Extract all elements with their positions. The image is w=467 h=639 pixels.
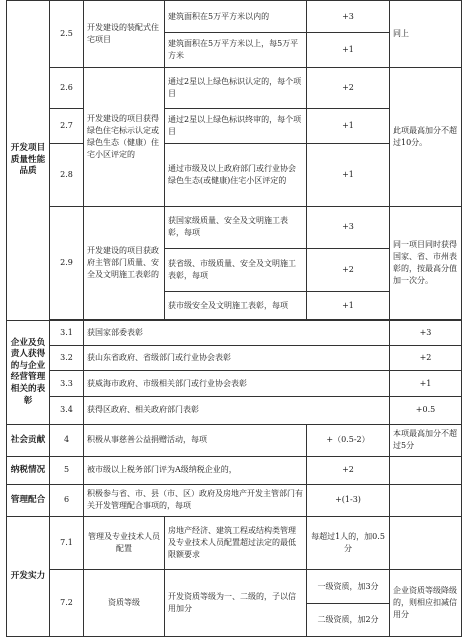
sub-item: 建筑面积在5万平方米以内的 [165, 1, 307, 33]
item-name: 获国家部委表彰 [84, 321, 390, 346]
score: +2 [307, 68, 390, 109]
item-name: 获得区政府、相关政府部门表彰 [84, 397, 390, 425]
row-number: 3.4 [50, 397, 84, 425]
item-name: 获威海市政府、市级相关部门或行业协会表彰 [84, 371, 390, 397]
score: +（0.5-2） [307, 424, 390, 456]
note: 同上 [390, 1, 462, 68]
score: +3 [307, 206, 390, 249]
note-empty [390, 484, 462, 516]
note-empty [390, 457, 462, 485]
score: +1 [307, 292, 390, 320]
score: 二级资质，加2分 [307, 603, 390, 636]
sub-item: 获省级、市级质量、安全及文明施工表彰，每项 [165, 249, 307, 292]
note: 此项最高加分不超过10分。 [390, 68, 462, 206]
item-name: 积极从事慈善公益捐赠活动，每项 [84, 424, 307, 456]
row-number: 2.8 [50, 144, 84, 206]
item-name: 被市级以上税务部门评为A级纳税企业的， [84, 457, 307, 485]
note: 同一项目同时获得国家、省、市州表彰的，按最高分值加一次分。 [390, 206, 462, 319]
row-number: 5 [50, 457, 84, 485]
category-honor: 企业及负责人获得的与企业经营管理相关的表彰 [7, 321, 50, 425]
sub-item: 获市级安全及文明施工表彰，每项 [165, 292, 307, 320]
row-number: 3.1 [50, 321, 84, 346]
row-number: 7.2 [50, 570, 84, 637]
score: +2 [390, 345, 462, 371]
score: 每超过1人的，加0.5分 [307, 516, 390, 570]
item-name: 开发建设的装配式住宅项目 [84, 1, 165, 68]
sub-item: 通过市级及以上政府部门或行业协会绿色生态(或健康)住宅小区评定的 [165, 144, 307, 206]
category-tax: 纳税情况 [7, 457, 50, 485]
category-mgmt: 管理配合 [7, 484, 50, 516]
score: +2 [307, 249, 390, 292]
sub-item: 建筑面积在5万平方米以上，每5万平方米 [165, 33, 307, 68]
row-number: 2.7 [50, 109, 84, 144]
item-name: 开发建设的项目获政府主管部门质量、安全及文明施工表彰的 [84, 206, 165, 319]
score: +3 [307, 1, 390, 33]
item-name: 开发建设的项目获得绿色住宅标示认定或绿色生态（健康）住宅小区评定的 [84, 68, 165, 206]
sub-item: 房地产经济、建筑工程或结构类管理及专业技术人员配置超过法定的最低限额要求 [165, 516, 307, 570]
credit-scoring-table [6, 0, 462, 637]
row-number: 7.1 [50, 516, 84, 570]
category-dev-strength: 开发实力 [7, 516, 50, 636]
row-number: 6 [50, 484, 84, 516]
category-social: 社会贡献 [7, 424, 50, 456]
sub-item: 开发资质等级为一、二级的，子以信用加分 [165, 570, 307, 637]
row-number: 3.3 [50, 371, 84, 397]
score: +0.5 [390, 397, 462, 425]
item-name: 积极参与省、市、县（市、区）政府及房地产开发主管部门有关开发管理配合事项的，每项 [84, 484, 307, 516]
row-number: 4 [50, 424, 84, 456]
score: +2 [307, 457, 390, 485]
item-name: 管理及专业技术人员配置 [84, 516, 165, 570]
note: 本项最高加分不超过5分 [390, 424, 462, 456]
score: +1 [307, 109, 390, 144]
row-number: 2.5 [50, 1, 84, 68]
sub-item: 通过2星以上绿色标识终审的，每个项目 [165, 109, 307, 144]
sub-item: 通过2星以上绿色标识认定的，每个项目 [165, 68, 307, 109]
note-empty [390, 516, 462, 570]
row-number: 2.9 [50, 206, 84, 319]
score: +1 [307, 144, 390, 206]
score: +1 [307, 33, 390, 68]
category-dev-quality: 开发项目质量性能品质 [7, 1, 50, 321]
item-name: 资质等级 [84, 570, 165, 637]
score: +3 [390, 321, 462, 346]
score: +(1-3) [307, 484, 390, 516]
sub-item: 获国家级质量、安全及文明施工表彰，每项 [165, 206, 307, 249]
row-number: 3.2 [50, 345, 84, 371]
score: 一级资质，加3分 [307, 570, 390, 603]
note: 企业资质等级降级的，则相应扣减信用分 [390, 570, 462, 637]
item-name: 获山东省政府、省级部门或行业协会表彰 [84, 345, 390, 371]
row-number: 2.6 [50, 68, 84, 109]
score: +1 [390, 371, 462, 397]
